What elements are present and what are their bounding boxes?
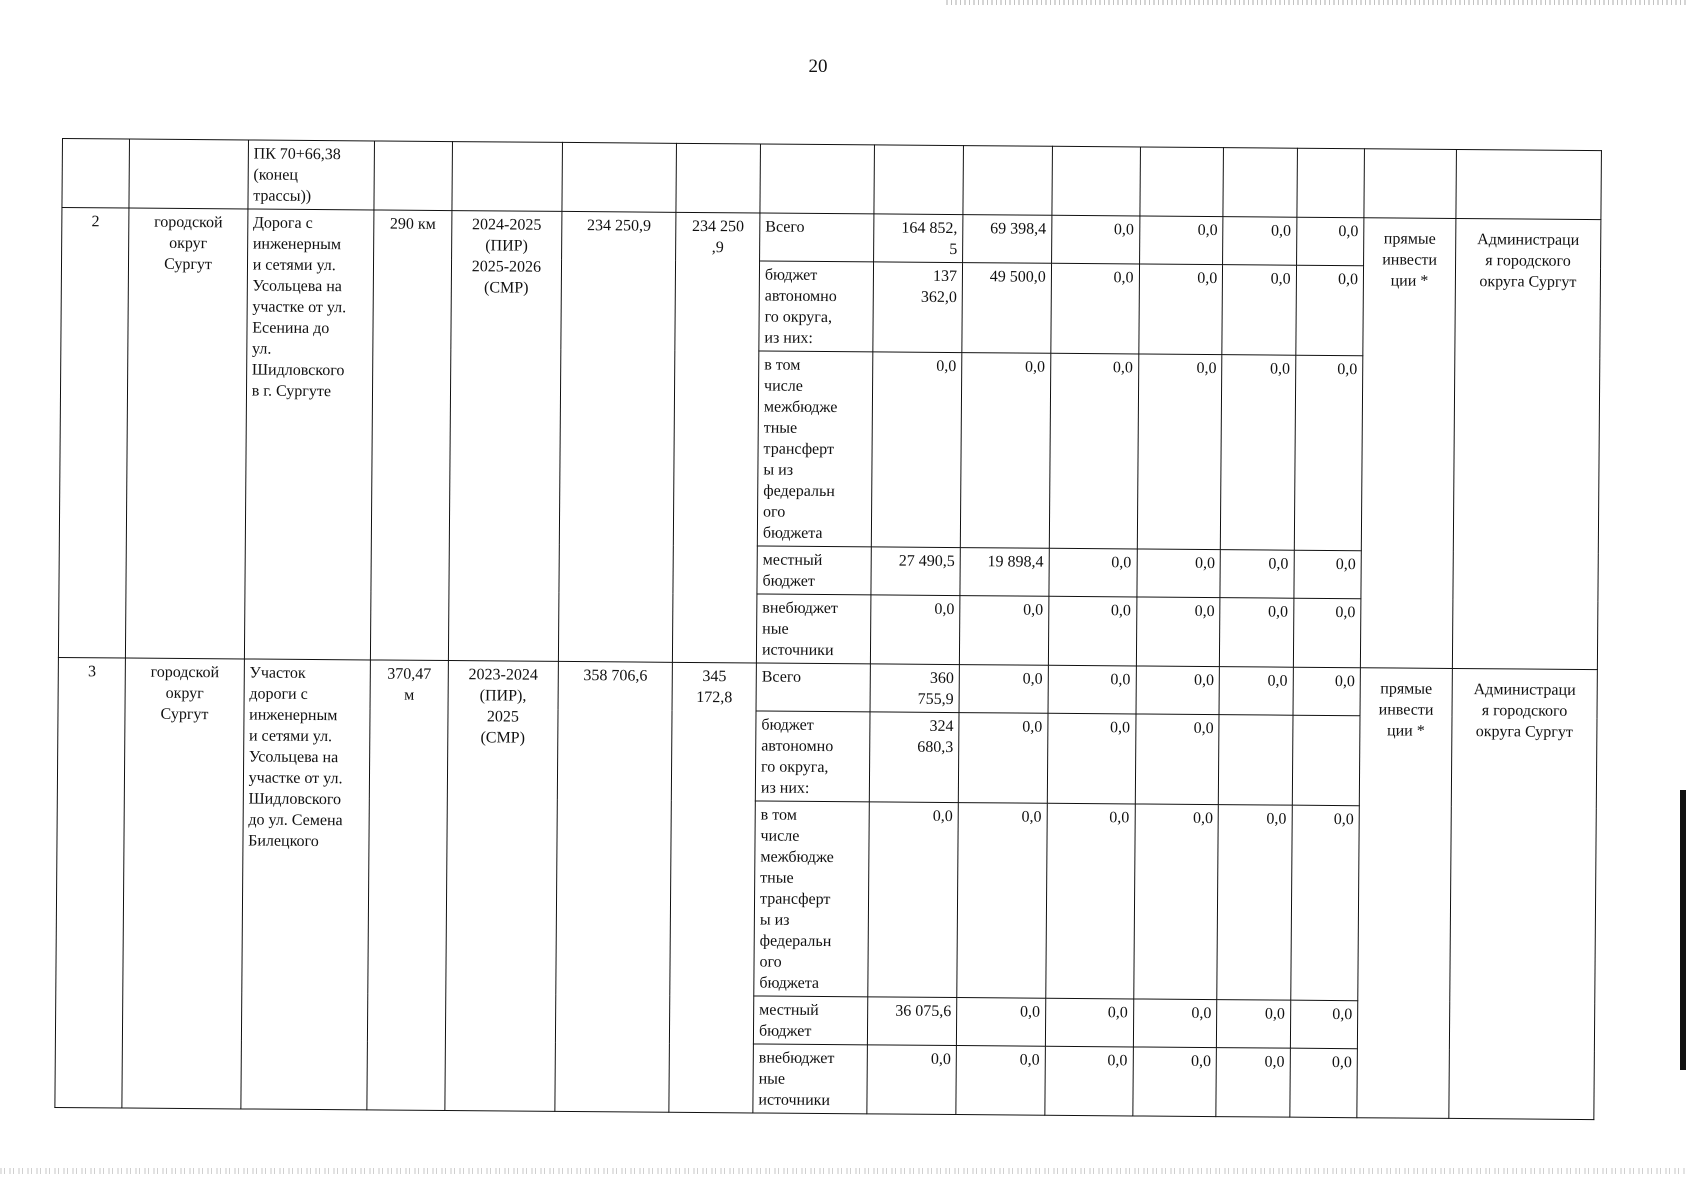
amount-cell: 0,0 bbox=[1135, 714, 1219, 805]
carry-executor-cell bbox=[1456, 149, 1602, 219]
amount-cell: 0,0 bbox=[1136, 597, 1220, 667]
amount-cell: 0,0 bbox=[1296, 217, 1364, 266]
carry-value-cell bbox=[1140, 147, 1224, 217]
municipality-cell: городской округ Сургут bbox=[126, 208, 248, 659]
amount-cell: 0,0 bbox=[1045, 1046, 1133, 1116]
executor-cell: Администраци я городского округа Сургут bbox=[1449, 668, 1598, 1119]
carry-source-cell bbox=[760, 144, 875, 214]
amount-cell: 0,0 bbox=[1046, 803, 1135, 999]
scan-artifact-right bbox=[1680, 790, 1686, 1070]
amount-cell: 0,0 bbox=[1133, 804, 1218, 1000]
amount-cell: 0,0 bbox=[1047, 713, 1135, 804]
carry-value-cell bbox=[874, 145, 963, 215]
object-blocks bbox=[55, 208, 1601, 1120]
funding-source-cell: в том числе межбюдже тные трансферт ы из федеральн ого бюджета bbox=[757, 351, 873, 547]
page-number: 20 bbox=[808, 56, 828, 77]
funding-source-cell: внебюджет ные источники bbox=[753, 1044, 868, 1114]
remaining-cost-cell: 345 172,8 bbox=[669, 662, 756, 1113]
investment-objects-table bbox=[54, 138, 1602, 1120]
funding-source-cell: местный бюджет bbox=[753, 996, 868, 1045]
amount-cell: 36 075,6 bbox=[868, 997, 957, 1046]
row-number-cell: 2 bbox=[58, 208, 129, 659]
row-number-cell: 3 bbox=[55, 657, 126, 1108]
amount-cell: 0,0 bbox=[1137, 549, 1221, 598]
carry-period-cell bbox=[452, 142, 563, 212]
amount-cell: 27 490,5 bbox=[871, 547, 960, 596]
carry-cost-total-cell bbox=[562, 142, 677, 212]
carry-object-cell: ПК 70+66,38 (конец трассы)) bbox=[248, 140, 375, 210]
amount-cell: 0,0 bbox=[1048, 596, 1136, 666]
amount-cell: 0,0 bbox=[1290, 1000, 1358, 1049]
amount-cell: 324 680,3 bbox=[870, 712, 959, 803]
amount-cell: 0,0 bbox=[1133, 999, 1217, 1048]
amount-cell: 0,0 bbox=[959, 596, 1048, 666]
amount-cell: 0,0 bbox=[1138, 264, 1222, 355]
funding-source-cell: Всего bbox=[760, 213, 875, 262]
amount-cell: 0,0 bbox=[1294, 355, 1363, 551]
investment-form-cell: прямые инвести ции * bbox=[1357, 668, 1452, 1119]
amount-cell: 360 755,9 bbox=[870, 664, 959, 713]
amount-cell: 0,0 bbox=[1137, 354, 1222, 550]
amount-cell: 19 898,4 bbox=[960, 548, 1049, 597]
amount-cell: 49 500,0 bbox=[962, 263, 1051, 354]
capacity-cell: 370,47 м bbox=[367, 660, 448, 1111]
amount-cell: 0,0 bbox=[957, 803, 1047, 999]
funding-source-cell: Всего bbox=[756, 663, 871, 712]
amount-cell: 0,0 bbox=[1290, 1048, 1358, 1118]
amount-cell: 0,0 bbox=[868, 802, 958, 998]
amount-cell: 0,0 bbox=[960, 353, 1050, 549]
carry-investment-form-cell bbox=[1364, 149, 1456, 219]
amount-cell: 164 852, 5 bbox=[874, 214, 963, 263]
carry-municipality-cell bbox=[129, 139, 248, 209]
carry-over-row bbox=[62, 139, 1601, 220]
amount-cell: 0,0 bbox=[1049, 353, 1138, 549]
amount-cell: 0,0 bbox=[1139, 216, 1223, 265]
amount-cell: 0,0 bbox=[1221, 355, 1296, 551]
amount-cell: 0,0 bbox=[1132, 1047, 1216, 1117]
carry-value-cell bbox=[963, 146, 1052, 216]
funding-source-cell: в том числе межбюдже тные трансферт ы из федеральн ого бюджета bbox=[754, 801, 870, 997]
amount-cell: 0,0 bbox=[1222, 265, 1296, 356]
funding-source-cell: бюджет автономно го округа, из них: bbox=[759, 261, 874, 352]
period-cell: 2023-2024 (ПИР), 2025 (СМР) bbox=[445, 661, 559, 1112]
funding-source-cell: бюджет автономно го округа, из них: bbox=[755, 711, 870, 802]
amount-cell: 0,0 bbox=[871, 595, 960, 665]
funding-source-cell: внебюджет ные источники bbox=[756, 594, 871, 664]
amount-cell: 0,0 bbox=[956, 998, 1045, 1047]
scan-artifact-top bbox=[946, 0, 1686, 5]
amount-cell: 0,0 bbox=[872, 352, 962, 548]
municipality-cell: городской округ Сургут bbox=[122, 658, 244, 1109]
period-cell: 2024-2025 (ПИР) 2025-2026 (СМР) bbox=[448, 211, 562, 662]
amount-cell: 137 362,0 bbox=[873, 262, 962, 353]
amount-cell: 0,0 bbox=[1048, 665, 1136, 714]
amount-cell: 0,0 bbox=[1051, 263, 1139, 354]
funding-source-cell: местный бюджет bbox=[757, 546, 872, 595]
object-name-cell: Участок дороги с инженерным и сетями ул. Усольцева на участке от ул. Шидловского до ул. Семена Билецкого bbox=[241, 659, 371, 1110]
estimated-cost-cell: 234 250,9 bbox=[558, 211, 676, 662]
carry-no-cell bbox=[62, 139, 130, 209]
amount-cell: 0,0 bbox=[1220, 598, 1294, 668]
remaining-cost-cell: 234 250 ,9 bbox=[673, 212, 760, 663]
amount-cell bbox=[1219, 715, 1293, 806]
scan-artifact-bottom bbox=[0, 1168, 1686, 1174]
carry-value-cell bbox=[1297, 148, 1365, 218]
amount-cell: 0,0 bbox=[1217, 1000, 1291, 1049]
amount-cell: 0,0 bbox=[1216, 1048, 1290, 1118]
amount-cell: 0,0 bbox=[956, 1046, 1045, 1116]
amount-cell bbox=[1292, 715, 1360, 806]
capacity-cell: 290 км bbox=[371, 210, 452, 661]
amount-cell: 0,0 bbox=[1293, 667, 1361, 716]
carry-capacity-cell bbox=[374, 141, 452, 211]
object-name-cell: Дорога с инженерным и сетями ул. Усольцева на участке от ул. Есенина до ул. Шидловского в г. Сургуте bbox=[244, 209, 374, 660]
amount-cell: 0,0 bbox=[1223, 217, 1297, 266]
amount-cell: 69 398,4 bbox=[963, 215, 1052, 264]
amount-cell: 0,0 bbox=[1051, 215, 1139, 264]
executor-cell: Администраци я городского округа Сургут bbox=[1452, 218, 1601, 669]
amount-cell: 0,0 bbox=[958, 713, 1047, 804]
carry-cost-remaining-cell bbox=[676, 143, 760, 213]
amount-cell: 0,0 bbox=[1220, 550, 1294, 599]
amount-cell: 0,0 bbox=[867, 1045, 956, 1115]
investment-form-cell: прямые инвести ции * bbox=[1360, 218, 1455, 669]
amount-cell: 0,0 bbox=[1293, 598, 1361, 668]
amount-cell: 0,0 bbox=[1136, 666, 1220, 715]
estimated-cost-cell: 358 706,6 bbox=[555, 661, 673, 1112]
amount-cell: 0,0 bbox=[1294, 550, 1362, 599]
amount-cell: 0,0 bbox=[959, 665, 1048, 714]
carry-value-cell bbox=[1223, 148, 1297, 218]
amount-cell: 0,0 bbox=[1049, 548, 1137, 597]
amount-cell: 0,0 bbox=[1217, 805, 1292, 1001]
amount-cell: 0,0 bbox=[1219, 667, 1293, 716]
carry-value-cell bbox=[1052, 146, 1140, 216]
amount-cell: 0,0 bbox=[1045, 998, 1133, 1047]
amount-cell: 0,0 bbox=[1291, 805, 1360, 1001]
amount-cell: 0,0 bbox=[1296, 265, 1364, 356]
